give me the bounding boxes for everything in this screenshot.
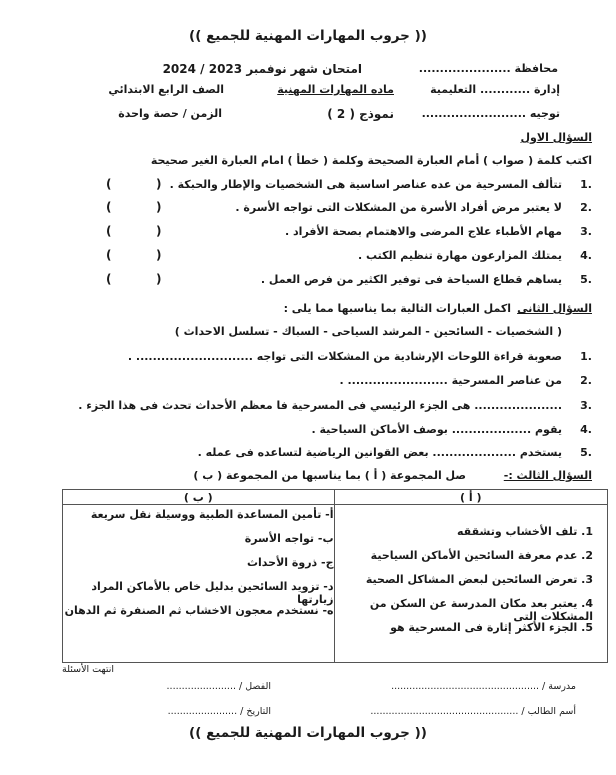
answer-open-paren: (: [156, 248, 162, 262]
q2-word-bank: ( الشخصيات - السائحين - المرشد السياحى - السباك - تسلسل الاحداث ): [174, 325, 562, 338]
q1-instruction: اكتب كلمة ( صواب ) أمام العبارة الصحيحة وكلمة ( خطأ ) امام العبارة الغير صحيحة: [150, 154, 592, 167]
q1-item-number: 2.: [580, 201, 592, 214]
answer-close-paren: ): [106, 272, 112, 286]
directorate-field: توجيه .........................: [421, 107, 560, 120]
time-label: الزمن / حصة واحدة: [118, 107, 222, 120]
column-a-cell: [334, 505, 607, 663]
q2-item-text: من عناصر المسرحية ........................ .: [339, 374, 562, 387]
q2-item-number: 4.: [580, 423, 592, 436]
q1-heading: السؤال الاول: [520, 131, 592, 144]
grade-label: الصف الرابع الابتدائي: [108, 83, 224, 96]
q1-item-text: يساهم قطاع السياحة فى توفير الكثير من فرص العمل .: [260, 273, 562, 286]
q2-item-text: صعوبة قراءة اللوحات الإرشادية من المشكلات التى تواجه ............................ .: [127, 350, 562, 363]
answer-close-paren: ): [106, 224, 112, 238]
matching-table: [62, 489, 608, 663]
page-title: (( جروب المهارات المهنية للجميع )): [189, 28, 427, 44]
answer-close-paren: ): [106, 248, 112, 262]
column-a-header: ( أ ): [334, 490, 607, 505]
q2-item-number: 2.: [580, 374, 592, 387]
q2-item-number: 5.: [580, 446, 592, 459]
q2-item-text: ..................... هى الجزء الرئيسي فى المسرحية فا معظم الأحداث تحدث فى هذا الجزء .: [78, 399, 562, 412]
subject-label: ماده المهارات المهنية: [277, 83, 394, 96]
q2-instruction: اكمل العبارات التالية بما يناسبها مما يلى :: [283, 302, 511, 315]
q1-item-text: لا يعتبر مرض أفراد الأسرة من المشكلات التى تواجه الأسرة .: [235, 201, 562, 214]
answer-close-paren: ): [106, 200, 112, 214]
q1-item-number: 3.: [580, 225, 592, 238]
student-name-field: أسم الطالب / .................................................: [370, 706, 576, 717]
q3-heading: السؤال الثالث :-: [503, 469, 592, 482]
q1-item-number: 1.: [580, 178, 592, 191]
q2-item-number: 1.: [580, 350, 592, 363]
q1-item-number: 5.: [580, 273, 592, 286]
school-field: مدرسة / .................................................: [391, 681, 576, 692]
column-a-item: 2. عدم معرفة السائحين الأماكن السياحية: [370, 549, 593, 562]
q3-instruction: صل المجموعة ( أ ) بما يناسبها من المجموعة ( ب ): [193, 469, 466, 482]
column-b-item: ج- ذروة الأحداث: [246, 556, 334, 569]
column-a-item: 5. الجزء الأكثر إثارة فى المسرحية هو: [390, 621, 593, 634]
exam-title: امتحان شهر نوفمبر 2023 / 2024: [162, 62, 362, 76]
answer-open-paren: (: [156, 272, 162, 286]
column-b-header: ( ب ): [63, 490, 335, 505]
q1-item-number: 4.: [580, 249, 592, 262]
answer-open-paren: (: [156, 177, 162, 191]
administration-field: إدارة ............ التعليمية: [430, 83, 560, 96]
q2-item-number: 3.: [580, 399, 592, 412]
footer-title: (( جروب المهارات المهنية للجميع )): [189, 725, 427, 741]
q2-heading: السؤال الثانى: [517, 302, 592, 315]
q1-item-text: يمتلك المزارعون مهارة تنظيم الكتب .: [358, 249, 562, 262]
governorate-field: محافظة ......................: [418, 62, 558, 75]
q2-item-text: يستخدم .................... بعض القوانين الرياضية لتساعده فى عمله .: [197, 446, 562, 459]
column-b-item: ب- تواجه الأسرة: [244, 532, 334, 545]
date-field: التاريخ / .......................: [167, 706, 271, 717]
column-a-item: 1. تلف الأخشاب وتشققه: [457, 525, 593, 538]
answer-open-paren: (: [156, 200, 162, 214]
model-label: نموذج ( 2 ): [327, 107, 394, 121]
q1-item-text: مهام الأطباء علاج المرضى والاهتمام بصحة الأفراد .: [285, 225, 562, 238]
column-a-item: 3. تعرض السائحين لبعض المشاكل الصحية: [365, 573, 593, 586]
column-a-item: 4. يعتبر بعد مكان المدرسة عن السكن من المشكلات التى: [369, 597, 593, 623]
end-note: انتهت الأسئلة: [62, 664, 114, 675]
answer-close-paren: ): [106, 177, 112, 191]
q2-item-text: يقوم ................... بوصف الأماكن السياحية .: [311, 423, 562, 436]
column-b-item: د- تزويد السائحين بدليل خاص بالأماكن المراد زيارتها: [91, 580, 334, 606]
column-b-cell: [63, 505, 335, 663]
answer-open-paren: (: [156, 224, 162, 238]
q1-item-text: تتألف المسرحية من عده عناصر اساسية هى الشخصيات والإطار والحبكة .: [169, 178, 562, 191]
class-field: الفصل / .......................: [166, 681, 271, 692]
column-b-item: ه- نستخدم معجون الاخشاب ثم الصنفرة ثم الدهان: [64, 604, 334, 617]
column-b-item: أ- تأمين المساعدة الطبية ووسيلة نقل سريعة: [90, 508, 334, 521]
